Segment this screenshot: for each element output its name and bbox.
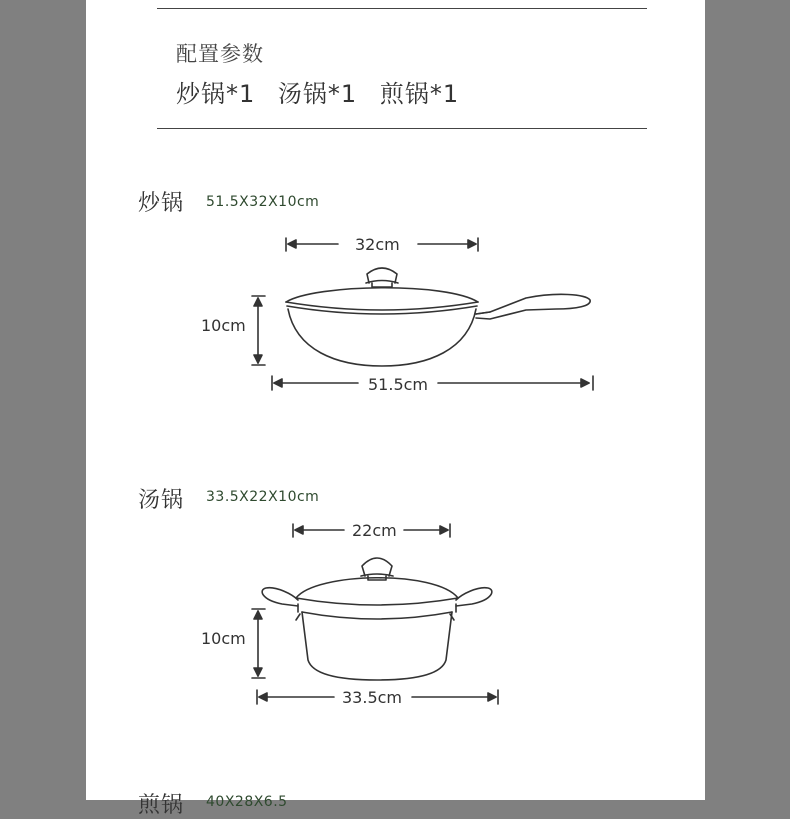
pot-size: 33.5X22X10cm <box>206 489 320 505</box>
config-item-wok: 炒锅*1 <box>176 80 256 108</box>
wok-dim-bottom: 51.5cm <box>365 375 431 394</box>
wok-size: 51.5X32X10cm <box>206 194 320 210</box>
pot-title: 汤锅 <box>138 488 185 513</box>
pot-dim-bottom: 33.5cm <box>339 688 405 707</box>
wok-illustration <box>286 268 590 366</box>
wok-length-dimension <box>272 376 593 390</box>
wok-dim-top: 32cm <box>352 235 403 254</box>
product-spec-page <box>86 0 705 818</box>
config-label: 配置参数 <box>176 42 264 66</box>
config-item-pot: 汤锅*1 <box>277 80 358 108</box>
wok-title: 炒锅 <box>138 191 185 216</box>
pan-title: 煎锅 <box>138 793 185 818</box>
pot-illustration <box>262 558 492 680</box>
config-item-pan: 煎锅*1 <box>379 80 460 108</box>
wok-dim-side: 10cm <box>198 316 249 335</box>
cookware-diagrams <box>86 0 705 800</box>
pan-size: 40X28X6.5 <box>206 794 288 810</box>
pot-height-dimension <box>252 609 265 678</box>
pot-dim-top: 22cm <box>349 521 400 540</box>
wok-height-dimension <box>252 296 265 365</box>
pot-dim-side: 10cm <box>198 629 249 648</box>
